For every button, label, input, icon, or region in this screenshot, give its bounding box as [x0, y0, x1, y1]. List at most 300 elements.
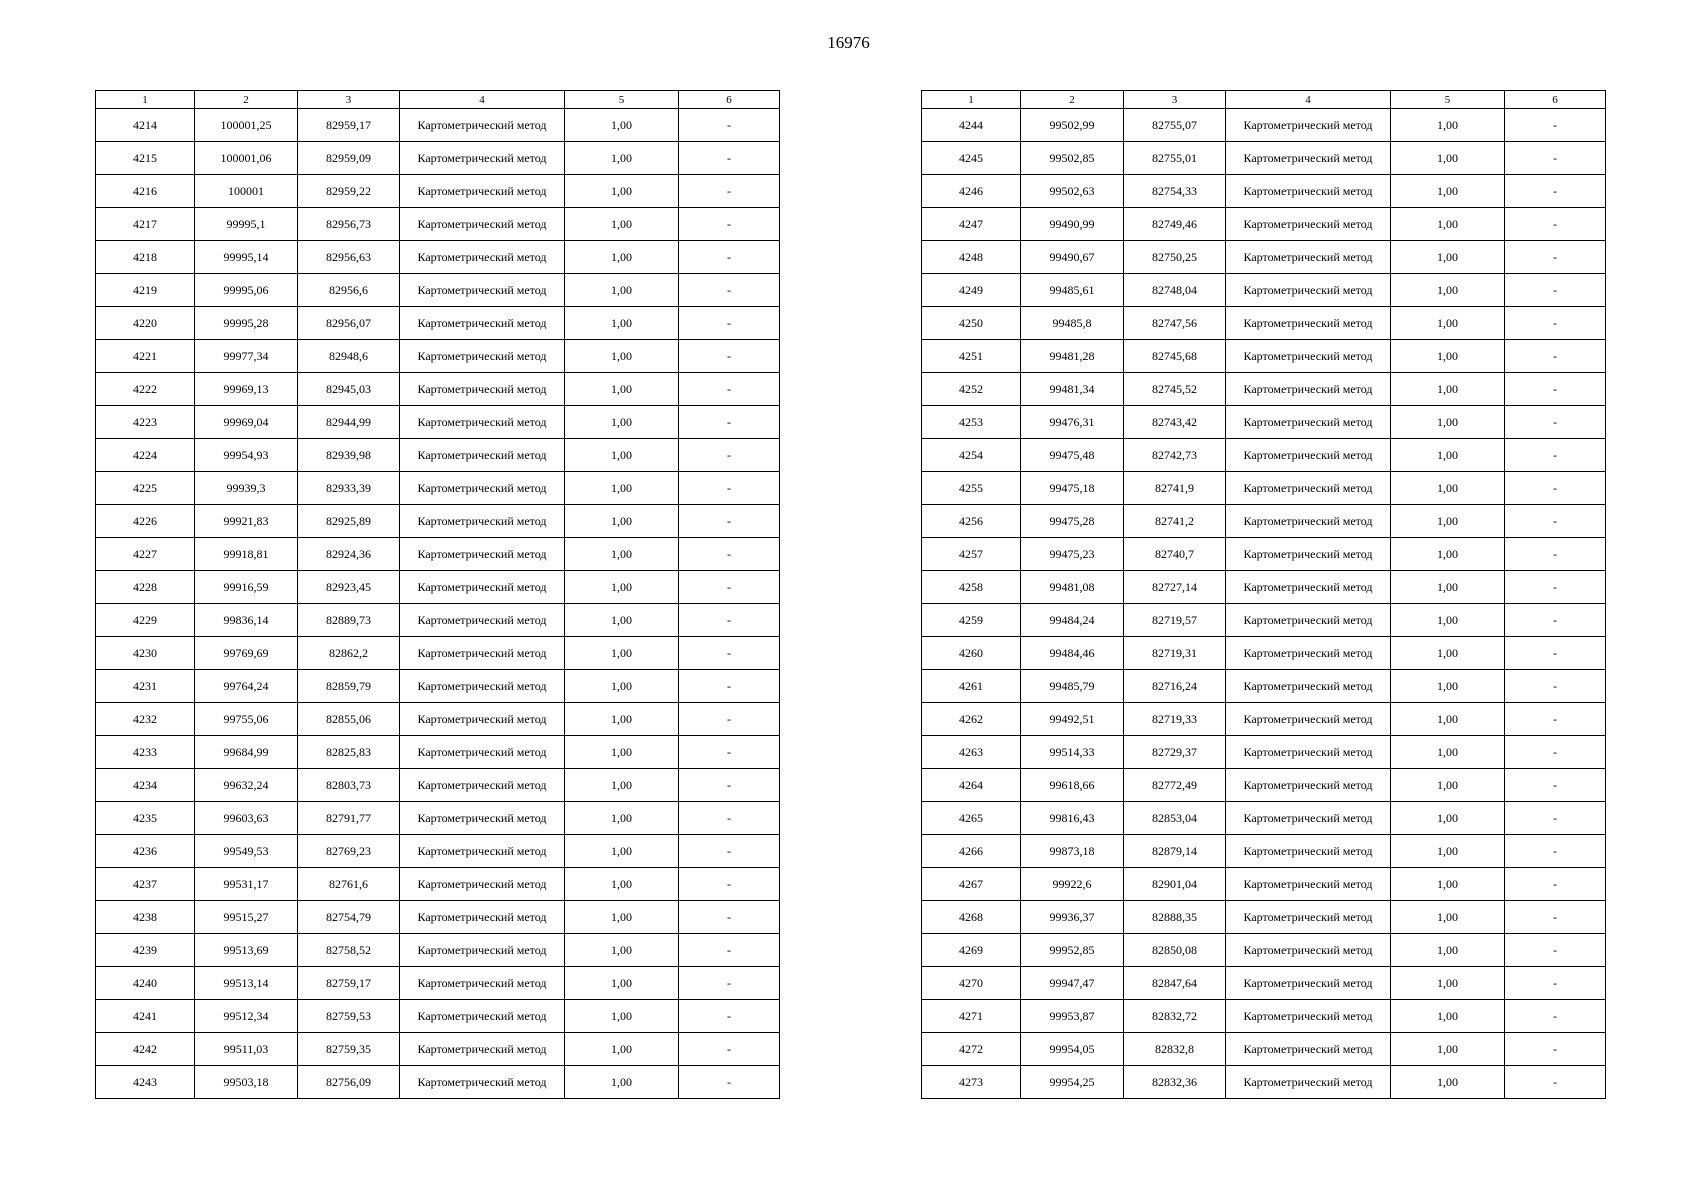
x-coordinate-cell: 99490,99 — [1021, 208, 1124, 241]
x-coordinate-cell: 99475,23 — [1021, 538, 1124, 571]
accuracy-cell: 1,00 — [565, 109, 679, 142]
table-row — [96, 340, 780, 373]
y-coordinate-cell: 82850,08 — [1124, 934, 1226, 967]
description-cell: - — [1505, 307, 1606, 340]
method-cell: Картометрический метод — [400, 175, 565, 208]
y-coordinate-cell: 82741,9 — [1124, 472, 1226, 505]
table-row — [96, 1066, 780, 1099]
x-coordinate-cell: 99485,8 — [1021, 307, 1124, 340]
method-cell: Картометрический метод — [400, 538, 565, 571]
point-number-cell: 4267 — [922, 868, 1021, 901]
x-coordinate-cell: 99503,18 — [195, 1066, 298, 1099]
point-number-cell: 4247 — [922, 208, 1021, 241]
table-row — [96, 868, 780, 901]
y-coordinate-cell: 82758,52 — [298, 934, 400, 967]
table-row — [96, 736, 780, 769]
x-coordinate-cell: 99684,99 — [195, 736, 298, 769]
accuracy-cell: 1,00 — [1391, 835, 1505, 868]
table-row — [922, 109, 1606, 142]
coordinates-table-right — [921, 90, 1606, 1099]
x-coordinate-cell: 99977,34 — [195, 340, 298, 373]
method-cell: Картометрический метод — [1226, 472, 1391, 505]
description-cell: - — [1505, 439, 1606, 472]
point-number-cell: 4252 — [922, 373, 1021, 406]
accuracy-cell: 1,00 — [565, 274, 679, 307]
point-number-cell: 4232 — [96, 703, 195, 736]
method-cell: Картометрический метод — [400, 736, 565, 769]
method-cell: Картометрический метод — [1226, 373, 1391, 406]
table-row — [922, 736, 1606, 769]
accuracy-cell: 1,00 — [565, 967, 679, 1000]
point-number-cell: 4242 — [96, 1033, 195, 1066]
y-coordinate-cell: 82761,6 — [298, 868, 400, 901]
description-cell: - — [679, 472, 780, 505]
description-cell: - — [1505, 175, 1606, 208]
point-number-cell: 4270 — [922, 967, 1021, 1000]
accuracy-cell: 1,00 — [1391, 340, 1505, 373]
table-row — [922, 1066, 1606, 1099]
description-cell: - — [1505, 241, 1606, 274]
x-coordinate-cell: 99873,18 — [1021, 835, 1124, 868]
method-cell: Картометрический метод — [1226, 1066, 1391, 1099]
description-cell: - — [1505, 934, 1606, 967]
y-coordinate-cell: 82719,33 — [1124, 703, 1226, 736]
accuracy-cell: 1,00 — [565, 835, 679, 868]
point-number-cell: 4260 — [922, 637, 1021, 670]
x-coordinate-cell: 99954,05 — [1021, 1033, 1124, 1066]
y-coordinate-cell: 82755,01 — [1124, 142, 1226, 175]
accuracy-cell: 1,00 — [565, 670, 679, 703]
table-row — [922, 142, 1606, 175]
column-header: 3 — [298, 91, 400, 109]
method-cell: Картометрический метод — [1226, 934, 1391, 967]
table-row — [922, 439, 1606, 472]
accuracy-cell: 1,00 — [1391, 406, 1505, 439]
y-coordinate-cell: 82743,42 — [1124, 406, 1226, 439]
x-coordinate-cell: 99918,81 — [195, 538, 298, 571]
point-number-cell: 4263 — [922, 736, 1021, 769]
description-cell: - — [679, 406, 780, 439]
point-number-cell: 4264 — [922, 769, 1021, 802]
x-coordinate-cell: 99995,14 — [195, 241, 298, 274]
method-cell: Картометрический метод — [1226, 604, 1391, 637]
x-coordinate-cell: 100001,06 — [195, 142, 298, 175]
table-row — [922, 571, 1606, 604]
accuracy-cell: 1,00 — [1391, 307, 1505, 340]
accuracy-cell: 1,00 — [565, 175, 679, 208]
point-number-cell: 4255 — [922, 472, 1021, 505]
method-cell: Картометрический метод — [400, 472, 565, 505]
x-coordinate-cell: 99618,66 — [1021, 769, 1124, 802]
table-row — [96, 505, 780, 538]
accuracy-cell: 1,00 — [1391, 802, 1505, 835]
y-coordinate-cell: 82862,2 — [298, 637, 400, 670]
x-coordinate-cell: 99916,59 — [195, 571, 298, 604]
accuracy-cell: 1,00 — [1391, 1033, 1505, 1066]
description-cell: - — [1505, 142, 1606, 175]
accuracy-cell: 1,00 — [565, 637, 679, 670]
point-number-cell: 4226 — [96, 505, 195, 538]
x-coordinate-cell: 99995,06 — [195, 274, 298, 307]
x-coordinate-cell: 99511,03 — [195, 1033, 298, 1066]
point-number-cell: 4238 — [96, 901, 195, 934]
description-cell: - — [679, 769, 780, 802]
accuracy-cell: 1,00 — [1391, 571, 1505, 604]
accuracy-cell: 1,00 — [565, 769, 679, 802]
description-cell: - — [679, 208, 780, 241]
method-cell: Картометрический метод — [400, 406, 565, 439]
description-cell: - — [679, 670, 780, 703]
table-row — [922, 901, 1606, 934]
description-cell: - — [1505, 901, 1606, 934]
point-number-cell: 4259 — [922, 604, 1021, 637]
table-row — [922, 802, 1606, 835]
point-number-cell: 4237 — [96, 868, 195, 901]
method-cell: Картометрический метод — [400, 241, 565, 274]
x-coordinate-cell: 99939,3 — [195, 472, 298, 505]
y-coordinate-cell: 82803,73 — [298, 769, 400, 802]
method-cell: Картометрический метод — [1226, 703, 1391, 736]
description-cell: - — [679, 439, 780, 472]
description-cell: - — [679, 901, 780, 934]
point-number-cell: 4219 — [96, 274, 195, 307]
description-cell: - — [1505, 736, 1606, 769]
accuracy-cell: 1,00 — [1391, 769, 1505, 802]
method-cell: Картометрический метод — [1226, 670, 1391, 703]
accuracy-cell: 1,00 — [1391, 934, 1505, 967]
description-cell: - — [679, 637, 780, 670]
table-row — [96, 802, 780, 835]
method-cell: Картометрический метод — [400, 142, 565, 175]
point-number-cell: 4250 — [922, 307, 1021, 340]
point-number-cell: 4262 — [922, 703, 1021, 736]
x-coordinate-cell: 99514,33 — [1021, 736, 1124, 769]
accuracy-cell: 1,00 — [1391, 208, 1505, 241]
description-cell: - — [1505, 472, 1606, 505]
y-coordinate-cell: 82888,35 — [1124, 901, 1226, 934]
point-number-cell: 4269 — [922, 934, 1021, 967]
method-cell: Картометрический метод — [400, 208, 565, 241]
table-row — [922, 505, 1606, 538]
x-coordinate-cell: 99512,34 — [195, 1000, 298, 1033]
method-cell: Картометрический метод — [1226, 802, 1391, 835]
y-coordinate-cell: 82944,99 — [298, 406, 400, 439]
method-cell: Картометрический метод — [400, 505, 565, 538]
accuracy-cell: 1,00 — [1391, 439, 1505, 472]
point-number-cell: 4258 — [922, 571, 1021, 604]
table-row — [96, 967, 780, 1000]
column-header: 5 — [565, 91, 679, 109]
x-coordinate-cell: 100001 — [195, 175, 298, 208]
y-coordinate-cell: 82791,77 — [298, 802, 400, 835]
method-cell: Картометрический метод — [1226, 967, 1391, 1000]
table-row — [96, 439, 780, 472]
x-coordinate-cell: 99481,28 — [1021, 340, 1124, 373]
y-coordinate-cell: 82956,07 — [298, 307, 400, 340]
method-cell: Картометрический метод — [1226, 109, 1391, 142]
method-cell: Картометрический метод — [400, 1033, 565, 1066]
table-row — [96, 373, 780, 406]
accuracy-cell: 1,00 — [565, 604, 679, 637]
y-coordinate-cell: 82832,36 — [1124, 1066, 1226, 1099]
description-cell: - — [679, 571, 780, 604]
accuracy-cell: 1,00 — [1391, 901, 1505, 934]
accuracy-cell: 1,00 — [565, 1000, 679, 1033]
description-cell: - — [1505, 406, 1606, 439]
y-coordinate-cell: 82749,46 — [1124, 208, 1226, 241]
y-coordinate-cell: 82925,89 — [298, 505, 400, 538]
accuracy-cell: 1,00 — [1391, 637, 1505, 670]
y-coordinate-cell: 82959,17 — [298, 109, 400, 142]
x-coordinate-cell: 100001,25 — [195, 109, 298, 142]
point-number-cell: 4273 — [922, 1066, 1021, 1099]
accuracy-cell: 1,00 — [565, 472, 679, 505]
method-cell: Картометрический метод — [400, 274, 565, 307]
description-cell: - — [1505, 1000, 1606, 1033]
y-coordinate-cell: 82859,79 — [298, 670, 400, 703]
y-coordinate-cell: 82754,79 — [298, 901, 400, 934]
x-coordinate-cell: 99953,87 — [1021, 1000, 1124, 1033]
method-cell: Картометрический метод — [400, 868, 565, 901]
accuracy-cell: 1,00 — [565, 1066, 679, 1099]
method-cell: Картометрический метод — [400, 1000, 565, 1033]
description-cell: - — [679, 1000, 780, 1033]
x-coordinate-cell: 99476,31 — [1021, 406, 1124, 439]
table-row — [96, 307, 780, 340]
x-coordinate-cell: 99502,63 — [1021, 175, 1124, 208]
y-coordinate-cell: 82923,45 — [298, 571, 400, 604]
accuracy-cell: 1,00 — [565, 538, 679, 571]
method-cell: Картометрический метод — [1226, 274, 1391, 307]
point-number-cell: 4214 — [96, 109, 195, 142]
table-row — [922, 175, 1606, 208]
page-number: 16976 — [827, 33, 870, 52]
x-coordinate-cell: 99502,99 — [1021, 109, 1124, 142]
y-coordinate-cell: 82740,7 — [1124, 538, 1226, 571]
column-header: 1 — [922, 91, 1021, 109]
x-coordinate-cell: 99947,47 — [1021, 967, 1124, 1000]
point-number-cell: 4231 — [96, 670, 195, 703]
method-cell: Картометрический метод — [1226, 1000, 1391, 1033]
method-cell: Картометрический метод — [400, 835, 565, 868]
description-cell: - — [1505, 208, 1606, 241]
point-number-cell: 4245 — [922, 142, 1021, 175]
point-number-cell: 4222 — [96, 373, 195, 406]
y-coordinate-cell: 82832,8 — [1124, 1033, 1226, 1066]
y-coordinate-cell: 82759,35 — [298, 1033, 400, 1066]
accuracy-cell: 1,00 — [565, 241, 679, 274]
method-cell: Картометрический метод — [400, 934, 565, 967]
y-coordinate-cell: 82745,68 — [1124, 340, 1226, 373]
description-cell: - — [1505, 538, 1606, 571]
x-coordinate-cell: 99952,85 — [1021, 934, 1124, 967]
table-row — [96, 1033, 780, 1066]
table-row — [922, 637, 1606, 670]
accuracy-cell: 1,00 — [565, 439, 679, 472]
point-number-cell: 4230 — [96, 637, 195, 670]
point-number-cell: 4228 — [96, 571, 195, 604]
description-cell: - — [679, 373, 780, 406]
accuracy-cell: 1,00 — [565, 736, 679, 769]
table-row — [96, 637, 780, 670]
column-header: 5 — [1391, 91, 1505, 109]
column-header: 2 — [1021, 91, 1124, 109]
table-row — [922, 538, 1606, 571]
description-cell: - — [1505, 505, 1606, 538]
description-cell: - — [1505, 604, 1606, 637]
description-cell: - — [679, 175, 780, 208]
y-coordinate-cell: 82853,04 — [1124, 802, 1226, 835]
accuracy-cell: 1,00 — [1391, 538, 1505, 571]
point-number-cell: 4246 — [922, 175, 1021, 208]
point-number-cell: 4243 — [96, 1066, 195, 1099]
column-header: 6 — [679, 91, 780, 109]
y-coordinate-cell: 82772,49 — [1124, 769, 1226, 802]
description-cell: - — [1505, 340, 1606, 373]
y-coordinate-cell: 82759,17 — [298, 967, 400, 1000]
table-row — [922, 340, 1606, 373]
x-coordinate-cell: 99490,67 — [1021, 241, 1124, 274]
description-cell: - — [1505, 571, 1606, 604]
y-coordinate-cell: 82755,07 — [1124, 109, 1226, 142]
table-row — [922, 703, 1606, 736]
method-cell: Картометрический метод — [1226, 769, 1391, 802]
description-cell: - — [679, 604, 780, 637]
x-coordinate-cell: 99475,18 — [1021, 472, 1124, 505]
y-coordinate-cell: 82825,83 — [298, 736, 400, 769]
x-coordinate-cell: 99485,79 — [1021, 670, 1124, 703]
accuracy-cell: 1,00 — [565, 901, 679, 934]
y-coordinate-cell: 82879,14 — [1124, 835, 1226, 868]
y-coordinate-cell: 82754,33 — [1124, 175, 1226, 208]
y-coordinate-cell: 82948,6 — [298, 340, 400, 373]
description-cell: - — [679, 1066, 780, 1099]
point-number-cell: 4218 — [96, 241, 195, 274]
method-cell: Картометрический метод — [1226, 175, 1391, 208]
method-cell: Картометрический метод — [1226, 868, 1391, 901]
table-row — [96, 769, 780, 802]
description-cell: - — [679, 340, 780, 373]
method-cell: Картометрический метод — [1226, 406, 1391, 439]
x-coordinate-cell: 99632,24 — [195, 769, 298, 802]
point-number-cell: 4271 — [922, 1000, 1021, 1033]
table-row — [96, 835, 780, 868]
description-cell: - — [1505, 967, 1606, 1000]
accuracy-cell: 1,00 — [1391, 1000, 1505, 1033]
accuracy-cell: 1,00 — [1391, 1066, 1505, 1099]
accuracy-cell: 1,00 — [565, 307, 679, 340]
description-cell: - — [1505, 274, 1606, 307]
table-row — [922, 241, 1606, 274]
table-row — [922, 1000, 1606, 1033]
x-coordinate-cell: 99936,37 — [1021, 901, 1124, 934]
point-number-cell: 4248 — [922, 241, 1021, 274]
description-cell: - — [679, 307, 780, 340]
header-row — [96, 91, 780, 109]
point-number-cell: 4224 — [96, 439, 195, 472]
y-coordinate-cell: 82716,24 — [1124, 670, 1226, 703]
accuracy-cell: 1,00 — [565, 373, 679, 406]
method-cell: Картометрический метод — [400, 637, 565, 670]
point-number-cell: 4265 — [922, 802, 1021, 835]
y-coordinate-cell: 82745,52 — [1124, 373, 1226, 406]
accuracy-cell: 1,00 — [565, 208, 679, 241]
table-row — [96, 670, 780, 703]
y-coordinate-cell: 82956,73 — [298, 208, 400, 241]
y-coordinate-cell: 82729,37 — [1124, 736, 1226, 769]
table-row — [96, 571, 780, 604]
method-cell: Картометрический метод — [1226, 637, 1391, 670]
column-header: 4 — [400, 91, 565, 109]
point-number-cell: 4225 — [96, 472, 195, 505]
table-row — [922, 406, 1606, 439]
accuracy-cell: 1,00 — [1391, 142, 1505, 175]
accuracy-cell: 1,00 — [565, 802, 679, 835]
table-row — [96, 1000, 780, 1033]
accuracy-cell: 1,00 — [1391, 670, 1505, 703]
method-cell: Картометрический метод — [1226, 142, 1391, 175]
x-coordinate-cell: 99954,93 — [195, 439, 298, 472]
table-row — [922, 472, 1606, 505]
description-cell: - — [679, 505, 780, 538]
y-coordinate-cell: 82956,6 — [298, 274, 400, 307]
point-number-cell: 4257 — [922, 538, 1021, 571]
y-coordinate-cell: 82742,73 — [1124, 439, 1226, 472]
x-coordinate-cell: 99485,61 — [1021, 274, 1124, 307]
x-coordinate-cell: 99769,69 — [195, 637, 298, 670]
x-coordinate-cell: 99969,13 — [195, 373, 298, 406]
method-cell: Картометрический метод — [400, 307, 565, 340]
table-row — [922, 274, 1606, 307]
description-cell: - — [1505, 868, 1606, 901]
x-coordinate-cell: 99531,17 — [195, 868, 298, 901]
point-number-cell: 4233 — [96, 736, 195, 769]
description-cell: - — [679, 142, 780, 175]
y-coordinate-cell: 82901,04 — [1124, 868, 1226, 901]
accuracy-cell: 1,00 — [1391, 868, 1505, 901]
method-cell: Картометрический метод — [1226, 901, 1391, 934]
table-row — [922, 208, 1606, 241]
y-coordinate-cell: 82750,25 — [1124, 241, 1226, 274]
y-coordinate-cell: 82855,06 — [298, 703, 400, 736]
description-cell: - — [1505, 835, 1606, 868]
y-coordinate-cell: 82747,56 — [1124, 307, 1226, 340]
table-row — [96, 604, 780, 637]
column-header: 4 — [1226, 91, 1391, 109]
x-coordinate-cell: 99954,25 — [1021, 1066, 1124, 1099]
table-row — [922, 835, 1606, 868]
x-coordinate-cell: 99922,6 — [1021, 868, 1124, 901]
x-coordinate-cell: 99513,14 — [195, 967, 298, 1000]
accuracy-cell: 1,00 — [1391, 703, 1505, 736]
description-cell: - — [679, 802, 780, 835]
accuracy-cell: 1,00 — [565, 868, 679, 901]
description-cell: - — [679, 967, 780, 1000]
description-cell: - — [679, 538, 780, 571]
point-number-cell: 4254 — [922, 439, 1021, 472]
x-coordinate-cell: 99475,28 — [1021, 505, 1124, 538]
x-coordinate-cell: 99764,24 — [195, 670, 298, 703]
description-cell: - — [1505, 802, 1606, 835]
y-coordinate-cell: 82741,2 — [1124, 505, 1226, 538]
header-row — [922, 91, 1606, 109]
accuracy-cell: 1,00 — [1391, 175, 1505, 208]
description-cell: - — [679, 109, 780, 142]
table-row — [922, 373, 1606, 406]
point-number-cell: 4256 — [922, 505, 1021, 538]
accuracy-cell: 1,00 — [1391, 274, 1505, 307]
method-cell: Картометрический метод — [1226, 571, 1391, 604]
